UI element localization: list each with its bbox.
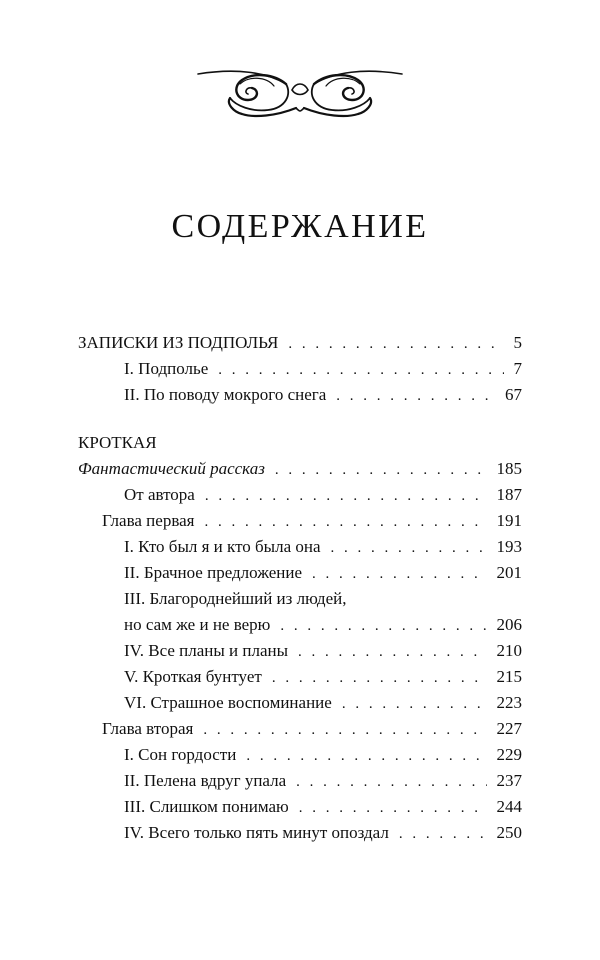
toc-entry[interactable] xyxy=(78,560,522,586)
toc-entry[interactable] xyxy=(78,638,522,664)
toc-entry-label: От автора xyxy=(124,485,195,504)
toc-entry[interactable] xyxy=(78,794,522,820)
toc-page-number: 244 xyxy=(496,797,522,816)
toc-page-number: 187 xyxy=(496,485,522,504)
toc-page-number: 201 xyxy=(496,563,522,582)
dot-leader xyxy=(342,691,487,717)
dot-leader xyxy=(205,509,487,535)
dot-leader xyxy=(272,665,487,691)
flourish-ornament-icon xyxy=(196,60,404,122)
toc-entry-label: IV. Все планы и планы xyxy=(124,641,289,660)
toc-entry-label: Глава первая xyxy=(102,511,195,530)
toc-entry-label: II. По поводу мокрого снега xyxy=(124,385,327,404)
dot-leader xyxy=(298,639,486,665)
dot-leader xyxy=(336,383,495,409)
page-title: СОДЕРЖАНИЕ xyxy=(171,208,429,245)
toc-entry-label: I. Подполье xyxy=(124,359,209,378)
toc-entry[interactable] xyxy=(78,820,522,846)
toc-entry-foreword[interactable] xyxy=(78,482,522,508)
toc-page-number: 237 xyxy=(496,771,522,790)
toc-entry-label: II. Пелена вдруг упала xyxy=(124,771,287,790)
toc-page-number: 5 xyxy=(513,333,522,352)
toc-entry-label: II. Брачное предложение xyxy=(124,563,303,582)
dot-leader xyxy=(331,535,487,561)
toc-entry-chapter2[interactable] xyxy=(78,716,522,742)
dot-leader xyxy=(312,561,486,587)
toc-page-number: 229 xyxy=(496,745,522,764)
toc-entry-label: I. Сон гордости xyxy=(124,745,237,764)
toc-page-number: 193 xyxy=(496,537,522,556)
toc-page-number: 215 xyxy=(496,667,522,686)
toc-entry[interactable] xyxy=(78,356,522,382)
toc-entry-subtitle[interactable] xyxy=(78,456,522,482)
toc-page-number: 191 xyxy=(496,511,522,530)
table-of-contents xyxy=(78,330,522,846)
toc-page-number: 185 xyxy=(496,459,522,478)
toc-entry-label: но сам же и не верю xyxy=(124,615,271,634)
dot-leader xyxy=(218,357,503,383)
toc-entry[interactable] xyxy=(78,742,522,768)
toc-entry-chapter1[interactable] xyxy=(78,508,522,534)
toc-entry-label: III. Благороднейший из людей, xyxy=(124,589,347,608)
toc-entry-label: IV. Всего только пять минут опоздал xyxy=(124,823,389,842)
toc-entry[interactable] xyxy=(78,768,522,794)
toc-entry-label: ЗАПИСКИ ИЗ ПОДПОЛЬЯ xyxy=(78,333,279,352)
dot-leader xyxy=(205,483,487,509)
dot-leader xyxy=(275,457,487,483)
toc-page-number: 250 xyxy=(496,823,522,842)
toc-entry-label: Глава вторая xyxy=(102,719,194,738)
toc-page-number: 67 xyxy=(505,385,522,404)
toc-page-number: 227 xyxy=(496,719,522,738)
dot-leader xyxy=(299,795,487,821)
toc-entry-label: V. Кроткая бунтует xyxy=(124,667,262,686)
toc-entry[interactable] xyxy=(78,664,522,690)
toc-page-number: 206 xyxy=(496,615,522,634)
dot-leader xyxy=(399,821,487,847)
toc-entry-label: Фантастический рассказ xyxy=(78,459,265,478)
dot-leader xyxy=(280,613,486,639)
toc-entry[interactable] xyxy=(78,690,522,716)
toc-entry-label: I. Кто был я и кто была она xyxy=(124,537,321,556)
toc-entry-part2[interactable] xyxy=(78,430,522,456)
dot-leader xyxy=(288,331,503,357)
toc-entry-multiline-start[interactable] xyxy=(78,586,522,612)
toc-page-number: 210 xyxy=(496,641,522,660)
toc-entry-label: III. Слишком понимаю xyxy=(124,797,289,816)
toc-page-number: 223 xyxy=(496,693,522,712)
toc-entry[interactable] xyxy=(78,382,522,408)
toc-entry-label: VI. Страшное воспоминание xyxy=(124,693,332,712)
toc-entry-part1[interactable] xyxy=(78,330,522,356)
dot-leader xyxy=(296,769,486,795)
dot-leader xyxy=(203,717,486,743)
toc-page-number: 7 xyxy=(513,359,522,378)
toc-entry-label: КРОТКАЯ xyxy=(78,433,157,452)
toc-entry-multiline-end[interactable] xyxy=(78,612,522,638)
dot-leader xyxy=(246,743,486,769)
toc-entry[interactable] xyxy=(78,534,522,560)
